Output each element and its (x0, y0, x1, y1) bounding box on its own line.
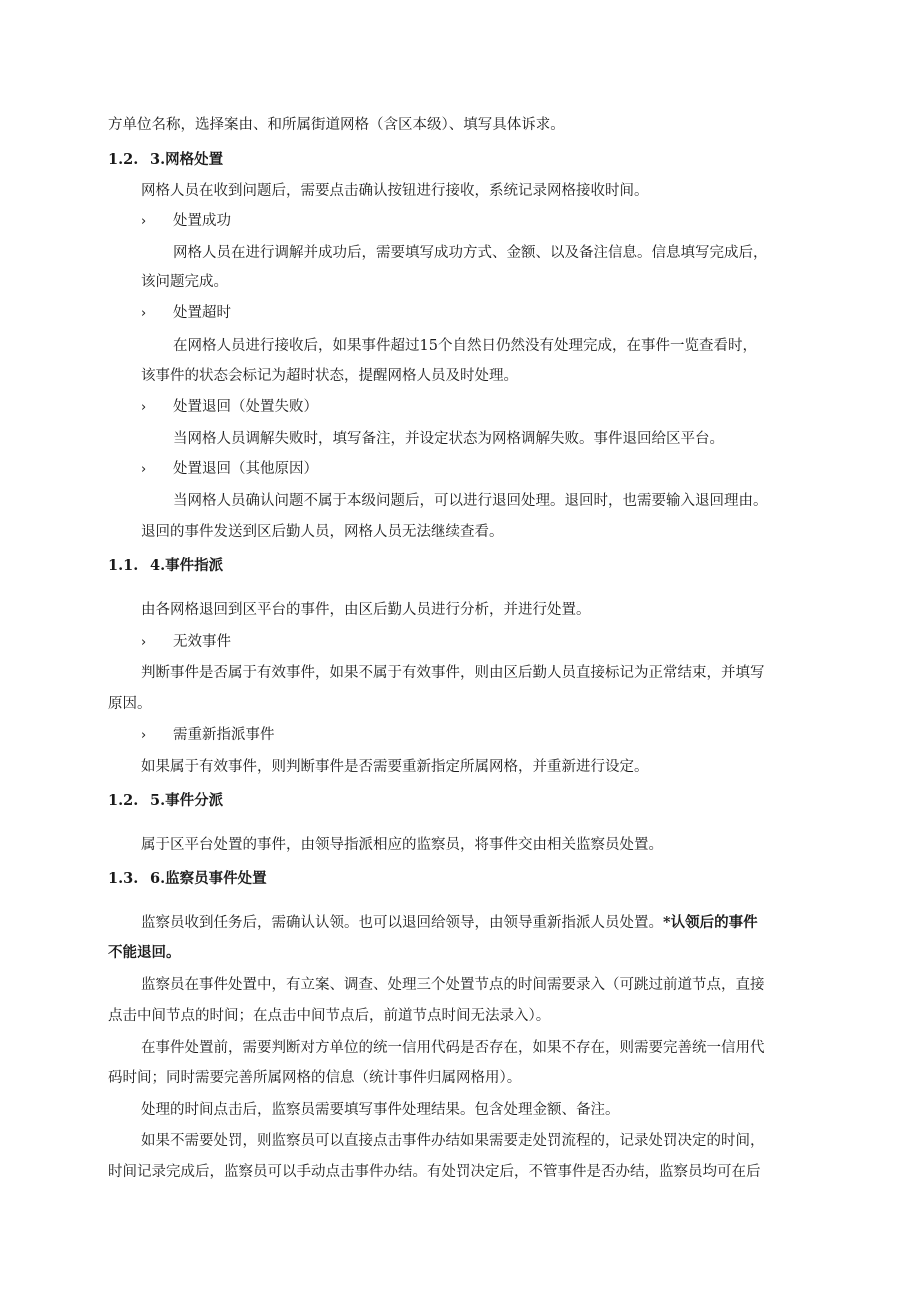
heading-number: 1.2. (108, 792, 139, 809)
paragraph-line: 方单位名称，选择案由、和所属街道网格（含区本级）、填写具体诉求。 (108, 117, 565, 133)
chevron-right-icon: › (141, 306, 147, 321)
heading-title: 6.监察员事件处置 (150, 870, 267, 887)
paragraph-line: 时间记录完成后，监察员可以手动点击事件办结。有处罚决定后，不管事件是否办结，监察员均可在后 (108, 1164, 761, 1180)
bullet-item (141, 725, 275, 746)
bullet-text: 处置退回（其他原因） (173, 461, 318, 477)
paragraph-line: 处理的时间点击后，监察员需要填写事件处理结果。包含处理金额、备注。 (141, 1102, 620, 1118)
heading-number: 1.1. (108, 557, 139, 574)
paragraph-line: 由各网格退回到区平台的事件，由区后勤人员进行分析，并进行处置。 (141, 602, 591, 618)
chevron-right-icon: › (141, 400, 147, 415)
heading-number: 1.3. (108, 870, 139, 887)
heading-title: 3.网格处置 (150, 151, 224, 168)
chevron-right-icon: › (141, 214, 147, 229)
chevron-right-icon: › (141, 635, 147, 650)
section-heading-grid-handling (108, 150, 223, 170)
paragraph-line: 退回的事件发送到区后勤人员，网格人员无法继续查看。 (141, 524, 504, 540)
heading-title: 4.事件指派 (150, 557, 224, 574)
paragraph-line: 码时间；同时需要完善所属网格的信息（统计事件归属网格用）。 (108, 1070, 522, 1086)
section-heading-event-assignment (108, 556, 223, 576)
section-heading-inspector-handling (108, 869, 267, 889)
paragraph-line: 点击中间节点的时间；在点击中间节点后，前道节点时间无法录入）。 (108, 1008, 551, 1024)
heading-title: 5.事件分派 (150, 792, 224, 809)
paragraph-line: 如果不需要处罚，则监察员可以直接点击事件办结如果需要走处罚流程的，记录处罚决定的时间， (141, 1133, 765, 1149)
paragraph-line: 该问题完成。 (141, 274, 228, 290)
heading-number: 1.2. (108, 151, 139, 168)
paragraph-line: 网格人员在进行调解并成功后，需要填写成功方式、金额、以及备注信息。信息填写完成后， (173, 245, 768, 261)
emphasis-line: 不能退回。 (108, 944, 181, 961)
chevron-right-icon: › (141, 728, 147, 743)
bullet-text: 无效事件 (173, 634, 231, 650)
paragraph-text: 监察员收到任务后，需确认认领。也可以退回给领导，由领导重新指派人员处置。 (141, 915, 663, 931)
paragraph-line: 在事件处置前，需要判断对方单位的统一信用代码是否存在，如果不存在，则需要完善统一信用代 (141, 1040, 765, 1056)
paragraph-line: 判断事件是否属于有效事件，如果不属于有效事件，则由区后勤人员直接标记为正常结束，并填写 (141, 665, 765, 681)
paragraph-line: 该事件的状态会标记为超时状态，提醒网格人员及时处理。 (141, 368, 518, 384)
paragraph-line: 当网格人员确认问题不属于本级问题后，可以进行退回处理。退回时，也需要输入退回理由。 (173, 493, 768, 509)
paragraph-line: 当网格人员调解失败时，填写备注，并设定状态为网格调解失败。事件退回给区平台。 (173, 431, 724, 447)
bullet-item (141, 397, 318, 418)
bullet-text: 处置超时 (173, 305, 231, 321)
paragraph-line (141, 913, 758, 933)
emphasis-text: *认领后的事件 (663, 914, 758, 931)
paragraph-line: 监察员在事件处置中，有立案、调查、处理三个处置节点的时间需要录入（可跳过前道节点，直接 (141, 977, 765, 993)
paragraph-line: 如果属于有效事件，则判断事件是否需要重新指定所属网格，并重新进行设定。 (141, 759, 649, 775)
paragraph-line: 原因。 (108, 696, 152, 712)
bullet-item (141, 303, 231, 324)
paragraph-line: 属于区平台处置的事件，由领导指派相应的监察员，将事件交由相关监察员处置。 (141, 837, 663, 853)
bullet-text: 处置退回（处置失败） (173, 399, 318, 415)
bullet-item (141, 459, 318, 480)
chevron-right-icon: › (141, 462, 147, 477)
bullet-item (141, 632, 231, 653)
paragraph-line: 网格人员在收到问题后，需要点击确认按钮进行接收，系统记录网格接收时间。 (141, 183, 649, 199)
bullet-item (141, 211, 231, 232)
bullet-text: 处置成功 (173, 213, 231, 229)
bullet-text: 需重新指派事件 (173, 727, 275, 743)
section-heading-event-dispatch (108, 791, 223, 811)
paragraph-line: 在网格人员进行接收后，如果事件超过15个自然日仍然没有处理完成，在事件一览查看时， (173, 338, 757, 354)
